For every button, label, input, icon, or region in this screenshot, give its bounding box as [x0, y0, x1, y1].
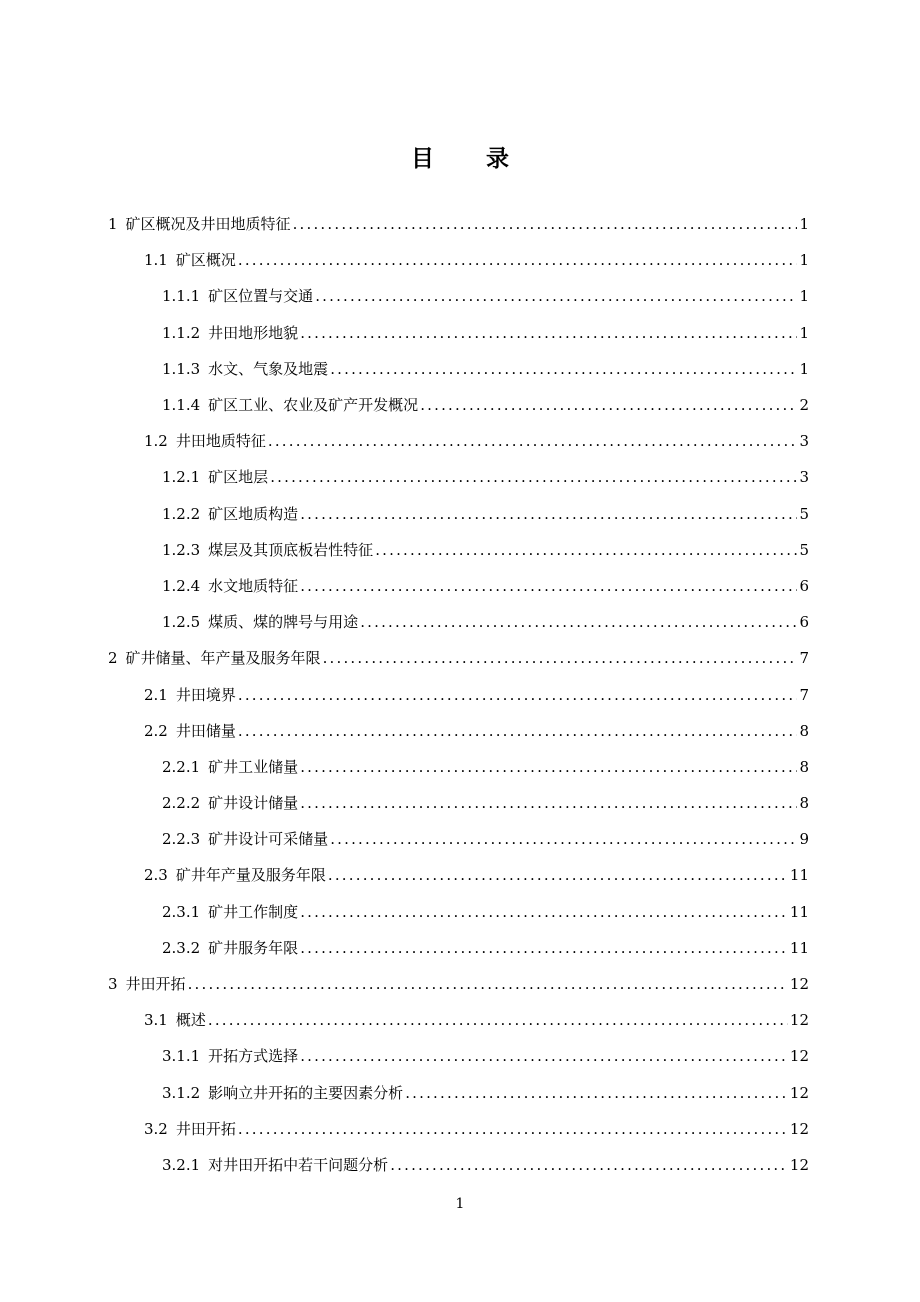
- toc-entry-title: 矿区地质构造: [208, 504, 299, 523]
- toc-entry[interactable]: [0, 785, 920, 821]
- toc-dot-leader: [300, 576, 797, 596]
- toc-entry-number: 2: [108, 649, 118, 668]
- toc-entry-title: 井田地质特征: [175, 432, 266, 451]
- toc-dot-leader: [420, 395, 797, 415]
- toc-entry-number: 2.3: [144, 866, 168, 885]
- toc-entry-page: 3: [799, 468, 809, 487]
- toc-entry[interactable]: [0, 1147, 920, 1183]
- toc-entry-page: 11: [789, 902, 809, 921]
- toc-entry-number: 3.2: [144, 1119, 168, 1138]
- toc-dot-leader: [375, 540, 797, 560]
- toc-entry[interactable]: [0, 351, 920, 387]
- toc-entry-page: 7: [799, 649, 809, 668]
- toc-dot-leader: [208, 1010, 788, 1030]
- toc-entry-page: 8: [799, 794, 809, 813]
- toc-entry-number: 2.3.2: [162, 938, 201, 957]
- toc-dot-leader: [300, 902, 788, 922]
- toc-dot-leader: [293, 214, 798, 234]
- toc-entry[interactable]: [0, 966, 920, 1002]
- toc-dot-leader: [300, 757, 797, 777]
- toc-entry[interactable]: [0, 857, 920, 893]
- toc-entry-number: 2.3.1: [162, 902, 201, 921]
- toc-entry-page: 11: [789, 938, 809, 957]
- toc-entry-title: 矿井年产量及服务年限: [175, 866, 326, 885]
- toc-dot-leader: [323, 648, 798, 668]
- toc-entry[interactable]: [0, 459, 920, 495]
- toc-entry-page: 1: [799, 287, 809, 306]
- toc-dot-leader: [300, 504, 797, 524]
- toc-entry-page: 2: [799, 396, 809, 415]
- toc-entry-page: 12: [789, 1119, 809, 1138]
- toc-entry-number: 3.2.1: [162, 1155, 201, 1174]
- toc-entry-title: 水文、气象及地震: [208, 359, 329, 378]
- toc-entry-page: 8: [799, 721, 809, 740]
- toc-entry-title: 井田开拓: [175, 1119, 236, 1138]
- toc-entry-title: 对井田开拓中若干问题分析: [208, 1155, 389, 1174]
- toc-entry-number: 2.2: [144, 721, 168, 740]
- toc-entry-number: 2.2.1: [162, 757, 201, 776]
- toc-entry-page: 12: [789, 1047, 809, 1066]
- toc-entry[interactable]: [0, 423, 920, 459]
- table-of-contents: [0, 206, 920, 1183]
- toc-entry-number: 1.2.4: [162, 576, 201, 595]
- toc-entry[interactable]: [0, 894, 920, 930]
- toc-entry-title: 矿区工业、农业及矿产开发概况: [208, 396, 419, 415]
- toc-entry-title: 影响立井开拓的主要因素分析: [208, 1083, 404, 1102]
- toc-entry-page: 12: [789, 1011, 809, 1030]
- toc-entry-title: 矿井储量、年产量及服务年限: [125, 649, 321, 668]
- toc-dot-leader: [360, 612, 797, 632]
- toc-entry-page: 5: [799, 540, 809, 559]
- toc-entry-number: 3.1.2: [162, 1083, 201, 1102]
- toc-entry[interactable]: [0, 387, 920, 423]
- toc-entry-number: 1.1: [144, 251, 168, 270]
- toc-dot-leader: [328, 865, 788, 885]
- toc-entry-title: 矿井工作制度: [208, 902, 299, 921]
- toc-entry-page: 3: [799, 432, 809, 451]
- toc-entry-number: 1.2.2: [162, 504, 201, 523]
- toc-entry-title: 矿井设计储量: [208, 794, 299, 813]
- toc-entry-page: 7: [799, 685, 809, 704]
- toc-entry-page: 6: [799, 576, 809, 595]
- toc-dot-leader: [300, 938, 788, 958]
- toc-dot-leader: [238, 250, 797, 270]
- toc-entry[interactable]: [0, 1111, 920, 1147]
- toc-entry[interactable]: [0, 532, 920, 568]
- toc-dot-leader: [268, 431, 798, 451]
- toc-entry-page: 12: [789, 975, 809, 994]
- toc-entry[interactable]: [0, 1002, 920, 1038]
- toc-entry-number: 1.1.4: [162, 396, 201, 415]
- toc-entry[interactable]: [0, 640, 920, 676]
- toc-dot-leader: [330, 829, 797, 849]
- toc-entry[interactable]: [0, 242, 920, 278]
- toc-entry-number: 2.2.3: [162, 830, 201, 849]
- toc-entry-title: 井田境界: [175, 685, 236, 704]
- toc-dot-leader: [238, 1119, 788, 1139]
- toc-entry[interactable]: [0, 206, 920, 242]
- toc-entry-title: 水文地质特征: [208, 576, 299, 595]
- toc-dot-leader: [270, 467, 797, 487]
- toc-dot-leader: [300, 793, 797, 813]
- toc-dot-leader: [405, 1083, 788, 1103]
- toc-entry-page: 12: [789, 1155, 809, 1174]
- toc-entry-title: 矿区概况: [175, 251, 236, 270]
- toc-entry-title: 矿井工业储量: [208, 757, 299, 776]
- toc-entry-title: 井田地形地貌: [208, 323, 299, 342]
- toc-entry[interactable]: [0, 604, 920, 640]
- toc-dot-leader: [238, 685, 797, 705]
- toc-entry[interactable]: [0, 1075, 920, 1111]
- toc-entry-number: 1.1.1: [162, 287, 201, 306]
- toc-entry[interactable]: [0, 713, 920, 749]
- toc-entry-number: 1.1.2: [162, 323, 201, 342]
- toc-entry-number: 3: [108, 975, 118, 994]
- toc-entry-title: 井田储量: [175, 721, 236, 740]
- toc-dot-leader: [390, 1155, 788, 1175]
- page-title: 目 录: [410, 146, 531, 172]
- toc-entry-title: 井田开拓: [125, 975, 186, 994]
- toc-entry-page: 1: [799, 215, 809, 234]
- toc-entry-title: 矿井服务年限: [208, 938, 299, 957]
- toc-entry-number: 1: [108, 215, 118, 234]
- toc-dot-leader: [300, 323, 797, 343]
- toc-entry-number: 1.2.3: [162, 540, 201, 559]
- toc-entry-title: 矿井设计可采储量: [208, 830, 329, 849]
- toc-entry-number: 2.1: [144, 685, 168, 704]
- toc-entry[interactable]: [0, 676, 920, 712]
- toc-entry-title: 概述: [175, 1011, 206, 1030]
- toc-dot-leader: [238, 721, 797, 741]
- toc-entry[interactable]: [0, 1038, 920, 1074]
- toc-entry-page: 1: [799, 251, 809, 270]
- toc-entry-title: 矿区位置与交通: [208, 287, 314, 306]
- toc-dot-leader: [300, 1046, 788, 1066]
- toc-entry[interactable]: [0, 930, 920, 966]
- toc-entry-title: 矿区地层: [208, 468, 269, 487]
- toc-entry-page: 11: [789, 866, 809, 885]
- toc-dot-leader: [315, 286, 797, 306]
- toc-entry-page: 5: [799, 504, 809, 523]
- toc-entry-number: 3.1: [144, 1011, 168, 1030]
- toc-entry-page: 1: [799, 323, 809, 342]
- toc-entry-number: 1.2.5: [162, 613, 201, 632]
- toc-entry-page: 8: [799, 757, 809, 776]
- toc-entry-page: 9: [799, 830, 809, 849]
- toc-entry-page: 12: [789, 1083, 809, 1102]
- toc-entry-number: 2.2.2: [162, 794, 201, 813]
- toc-entry-number: 1.2.1: [162, 468, 201, 487]
- toc-entry[interactable]: [0, 278, 920, 314]
- toc-entry-number: 1.1.3: [162, 359, 201, 378]
- toc-entry-page: 1: [799, 359, 809, 378]
- toc-entry-title: 煤层及其顶底板岩性特征: [208, 540, 374, 559]
- toc-entry[interactable]: [0, 568, 920, 604]
- toc-entry-title: 矿区概况及井田地质特征: [125, 215, 291, 234]
- toc-entry-number: 3.1.1: [162, 1047, 201, 1066]
- toc-dot-leader: [188, 974, 788, 994]
- toc-entry[interactable]: [0, 315, 920, 351]
- toc-entry-number: 1.2: [144, 432, 168, 451]
- toc-entry-title: 煤质、煤的牌号与用途: [208, 613, 359, 632]
- toc-entry[interactable]: [0, 749, 920, 785]
- page-number: 1: [455, 1196, 465, 1212]
- toc-entry[interactable]: [0, 821, 920, 857]
- toc-entry-page: 6: [799, 613, 809, 632]
- toc-entry-title: 开拓方式选择: [208, 1047, 299, 1066]
- toc-entry[interactable]: [0, 496, 920, 532]
- toc-dot-leader: [330, 359, 797, 379]
